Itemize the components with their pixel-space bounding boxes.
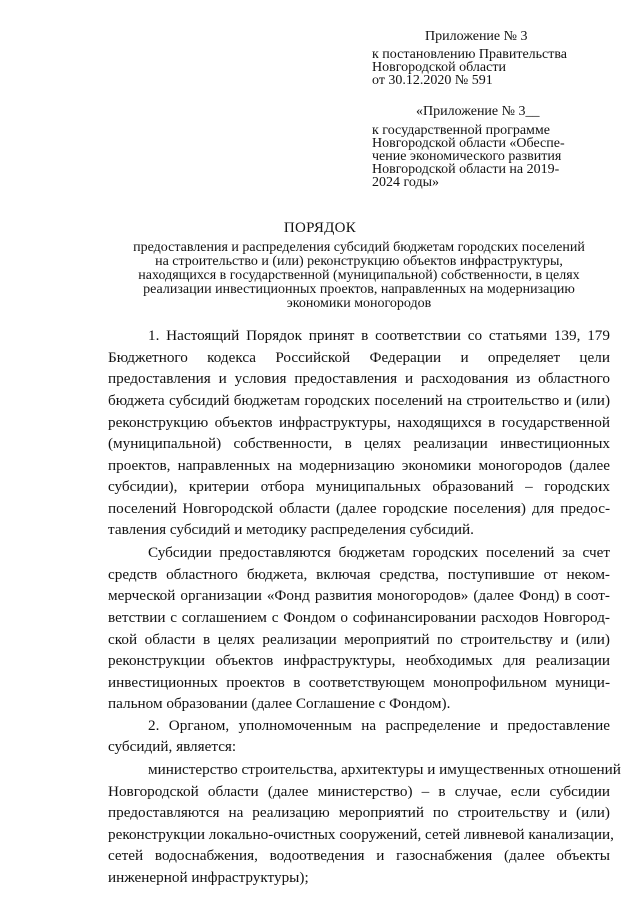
- paragraph-4-line: министерство строительства, архитектуры и имущественных отношений: [148, 761, 621, 778]
- paragraph-2-line: средств областного бюджета, включая средства, поступившие от неком-: [108, 566, 610, 583]
- program-line: чение экономического развития: [372, 149, 562, 164]
- paragraph-1-line: проектов, направленных на модернизацию экономики моногородов (далее: [108, 457, 610, 474]
- paragraph-3-line: 2. Органом, уполномоченным на распределение и предоставление: [148, 717, 610, 734]
- resolution-line: Новгородской области: [372, 60, 506, 75]
- paragraph-1-line: реконструкцию объектов инфраструктуры, находящихся в государственной: [108, 414, 610, 431]
- subtitle-line: экономики моногородов: [286, 296, 432, 311]
- paragraph-4-line: инженерной инфраструктуры);: [108, 869, 309, 886]
- subtitle-line: на строительство и (или) реконструкцию объектов инфраструктуры,: [155, 254, 563, 269]
- paragraph-1-line: тавления субсидий и методику распределения субсидий.: [108, 521, 474, 538]
- program-line: Новгородской области на 2019-: [372, 162, 560, 177]
- paragraph-2-line: Субсидии предоставляются бюджетам городских поселений за счет: [148, 544, 610, 561]
- document-title: ПОРЯДОК: [283, 220, 357, 236]
- resolution-line: к постановлению Правительства: [372, 47, 568, 62]
- subtitle-line: предоставления и распределения субсидий бюджетам городских поселений: [133, 240, 585, 255]
- appendix-label: Приложение № 3: [425, 29, 528, 44]
- paragraph-4-line: Новгородской области (далее министерство) – в случае, если субсидии: [108, 783, 610, 800]
- program-appendix-label: «Приложение № 3__: [416, 104, 540, 119]
- paragraph-4-line: предоставляются на реализацию мероприятий по строительству и (или): [108, 804, 610, 821]
- paragraph-1-line: предоставления и условия предоставления и расходования из областного: [108, 370, 610, 387]
- paragraph-1-line: субсидии), критерии отбора муниципальных образований – городских: [108, 478, 610, 495]
- paragraph-1-line: (муниципальной) собственности, в целях реализации инвестиционных: [108, 435, 610, 452]
- program-line: к государственной программе: [372, 123, 550, 138]
- paragraph-1-line: 1. Настоящий Порядок принят в соответствии со статьями 139, 179: [148, 327, 610, 344]
- paragraph-1-line: бюджета субсидий бюджетам городских поселений на строительство и (или): [108, 392, 610, 409]
- paragraph-1-line: Бюджетного кодекса Российской Федерации и определяет цели: [108, 349, 610, 366]
- subtitle-line: реализации инвестиционных проектов, направленных на модернизацию: [143, 282, 575, 297]
- program-line: 2024 годы»: [372, 175, 440, 190]
- program-line: Новгородской области «Обеспе-: [372, 136, 565, 151]
- paragraph-2-line: инвестиционных проектов в соответствующем монопрофильном муници-: [108, 674, 610, 691]
- paragraph-2-line: пальном образовании (далее Соглашение с Фондом).: [108, 695, 451, 712]
- resolution-line: от 30.12.2020 № 591: [372, 73, 493, 88]
- paragraph-2-line: ветствии с соглашением с Фондом о софинансировании расходов Новгород-: [108, 609, 610, 626]
- document-subtitle: [108, 241, 610, 311]
- paragraph-2-line: ской области в целях реализации мероприятий по строительству и (или): [108, 631, 610, 648]
- paragraph-1-line: поселений Новгородской области (далее городские поселения) для предос-: [108, 500, 610, 517]
- paragraph-2-line: мерческой организации «Фонд развития моногородов» (далее Фонд) в соот-: [108, 587, 610, 604]
- subtitle-line: находящихся в государственной (муниципальной) собственности, в целях: [138, 268, 580, 283]
- paragraph-2-line: реконструкции объектов инфраструктуры, необходимых для реализации: [108, 652, 610, 669]
- paragraph-4-line: сетей водоснабжения, водоотведения и газоснабжения (далее объекты: [108, 847, 610, 864]
- paragraph-3-line: субсидий, является:: [108, 738, 237, 755]
- paragraph-4-line: реконструкции локально-очистных сооружений, сетей ливневой канализации,: [108, 826, 614, 843]
